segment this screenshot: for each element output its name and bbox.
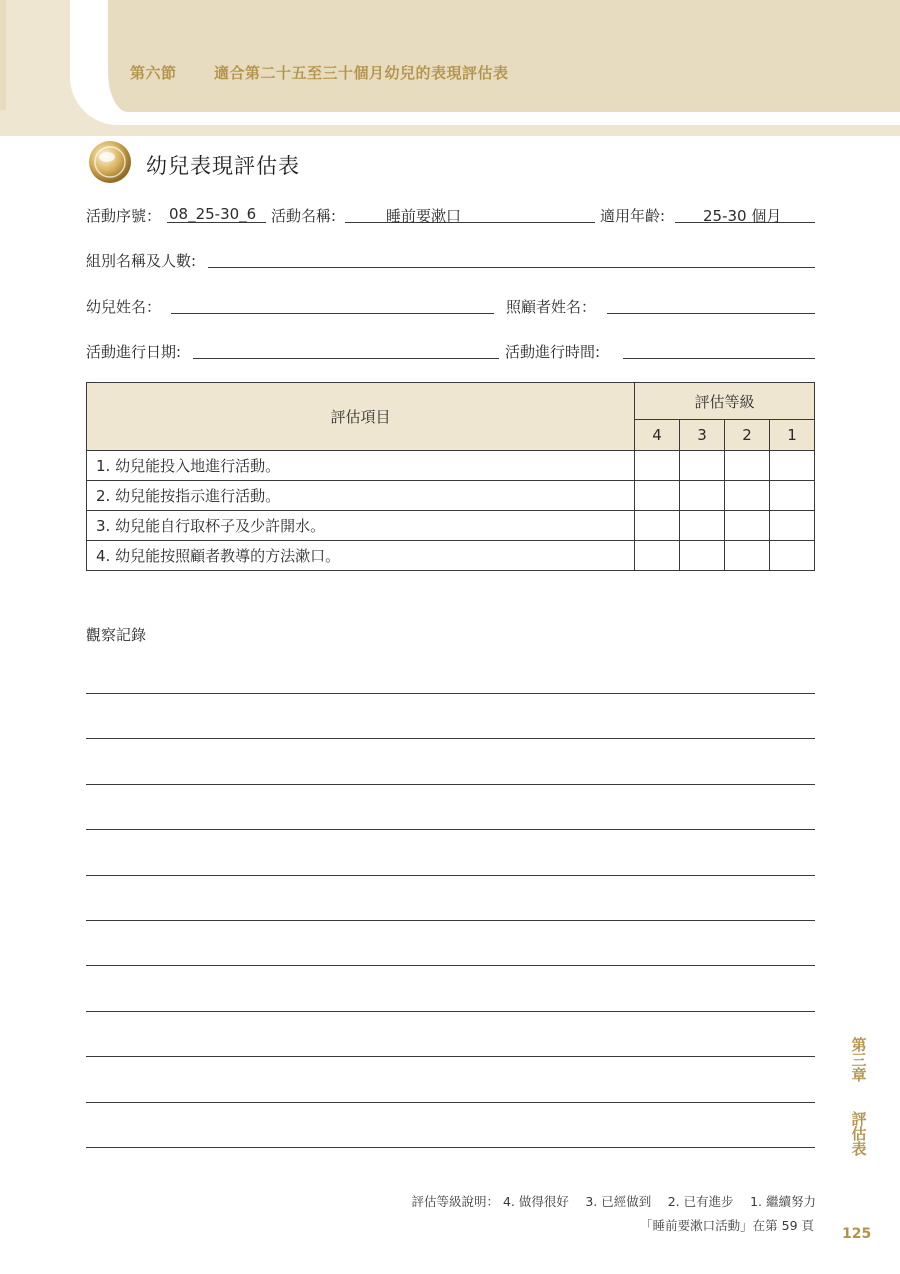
activity-name-label: 活動名稱: bbox=[271, 207, 337, 225]
section-label: 第六節 bbox=[130, 64, 177, 82]
page-number: 125 bbox=[842, 1226, 872, 1242]
activity-name-line bbox=[345, 222, 595, 223]
observation-line[interactable] bbox=[86, 829, 815, 830]
child-name-label: 幼兒姓名： bbox=[86, 298, 162, 316]
group-label: 組別名稱及人數: bbox=[86, 252, 197, 270]
observation-line[interactable] bbox=[86, 1147, 815, 1148]
activity-name-value: 睡前要漱口 bbox=[386, 207, 462, 225]
score-cell[interactable] bbox=[725, 511, 770, 541]
carer-name-line[interactable] bbox=[607, 313, 815, 314]
level-4-header: 4 bbox=[635, 420, 680, 451]
section-title: 適合第二十五至三十個月幼兒的表現評估表 bbox=[214, 64, 509, 82]
score-cell[interactable] bbox=[770, 451, 815, 481]
score-cell[interactable] bbox=[635, 481, 680, 511]
table-row bbox=[87, 481, 815, 511]
time-line[interactable] bbox=[623, 358, 815, 359]
carer-name-label: 照顧者姓名： bbox=[506, 298, 597, 316]
score-cell[interactable] bbox=[725, 451, 770, 481]
table-row bbox=[87, 451, 815, 481]
group-line[interactable] bbox=[208, 267, 815, 268]
page-title: 幼兒表現評估表 bbox=[146, 154, 300, 178]
score-cell[interactable] bbox=[680, 511, 725, 541]
chapter-text: 第三章 bbox=[849, 1036, 868, 1082]
score-cell[interactable] bbox=[680, 481, 725, 511]
item-label: 4. 幼兒能按照顧者教導的方法漱口。 bbox=[87, 541, 635, 571]
child-name-line[interactable] bbox=[171, 313, 494, 314]
table-row bbox=[87, 511, 815, 541]
item-label: 1. 幼兒能投入地進行活動。 bbox=[87, 451, 635, 481]
table-row bbox=[87, 541, 815, 571]
observation-line[interactable] bbox=[86, 1102, 815, 1103]
col-header-item: 評估項目 bbox=[87, 383, 635, 451]
age-label: 適用年齡: bbox=[600, 207, 666, 225]
activity-no-label: 活動序號： bbox=[86, 207, 162, 225]
time-label: 活動進行時間: bbox=[505, 343, 601, 361]
age-value: 25-30 個月 bbox=[703, 207, 782, 225]
date-label: 活動進行日期: bbox=[86, 343, 182, 361]
observation-line[interactable] bbox=[86, 738, 815, 739]
observation-line[interactable] bbox=[86, 784, 815, 785]
header-side-tab bbox=[0, 0, 6, 110]
score-cell[interactable] bbox=[770, 511, 815, 541]
observation-line[interactable] bbox=[86, 1056, 815, 1057]
level-legend: 評估等級說明： 4. 做得很好 3. 已經做到 2. 已有進步 1. 繼續努力 bbox=[411, 1194, 816, 1209]
activity-no-value: 08_25-30_6 bbox=[169, 205, 257, 223]
observation-line[interactable] bbox=[86, 693, 815, 694]
col-header-level: 評估等級 bbox=[635, 383, 815, 420]
item-label: 2. 幼兒能按指示進行活動。 bbox=[87, 481, 635, 511]
score-cell[interactable] bbox=[680, 541, 725, 571]
score-cell[interactable] bbox=[770, 541, 815, 571]
score-cell[interactable] bbox=[725, 541, 770, 571]
gold-orb-icon bbox=[88, 140, 132, 184]
header-bar bbox=[88, 0, 900, 112]
score-cell[interactable] bbox=[635, 511, 680, 541]
chapter-section-text: 評估表 bbox=[849, 1110, 868, 1156]
level-1-header: 1 bbox=[770, 420, 815, 451]
score-cell[interactable] bbox=[725, 481, 770, 511]
score-cell[interactable] bbox=[680, 451, 725, 481]
level-2-header: 2 bbox=[725, 420, 770, 451]
chapter-side-label bbox=[846, 1026, 870, 1166]
observation-line[interactable] bbox=[86, 920, 815, 921]
item-label: 3. 幼兒能自行取杯子及少許開水。 bbox=[87, 511, 635, 541]
observation-line[interactable] bbox=[86, 965, 815, 966]
observation-label: 觀察記錄 bbox=[86, 626, 147, 644]
evaluation-table bbox=[86, 382, 815, 571]
score-cell[interactable] bbox=[635, 451, 680, 481]
score-cell[interactable] bbox=[635, 541, 680, 571]
score-cell[interactable] bbox=[770, 481, 815, 511]
observation-line[interactable] bbox=[86, 1011, 815, 1012]
observation-line[interactable] bbox=[86, 875, 815, 876]
level-3-header: 3 bbox=[680, 420, 725, 451]
date-line[interactable] bbox=[193, 358, 499, 359]
activity-reference: 「睡前要漱口活動」在第 59 頁 bbox=[640, 1218, 814, 1233]
